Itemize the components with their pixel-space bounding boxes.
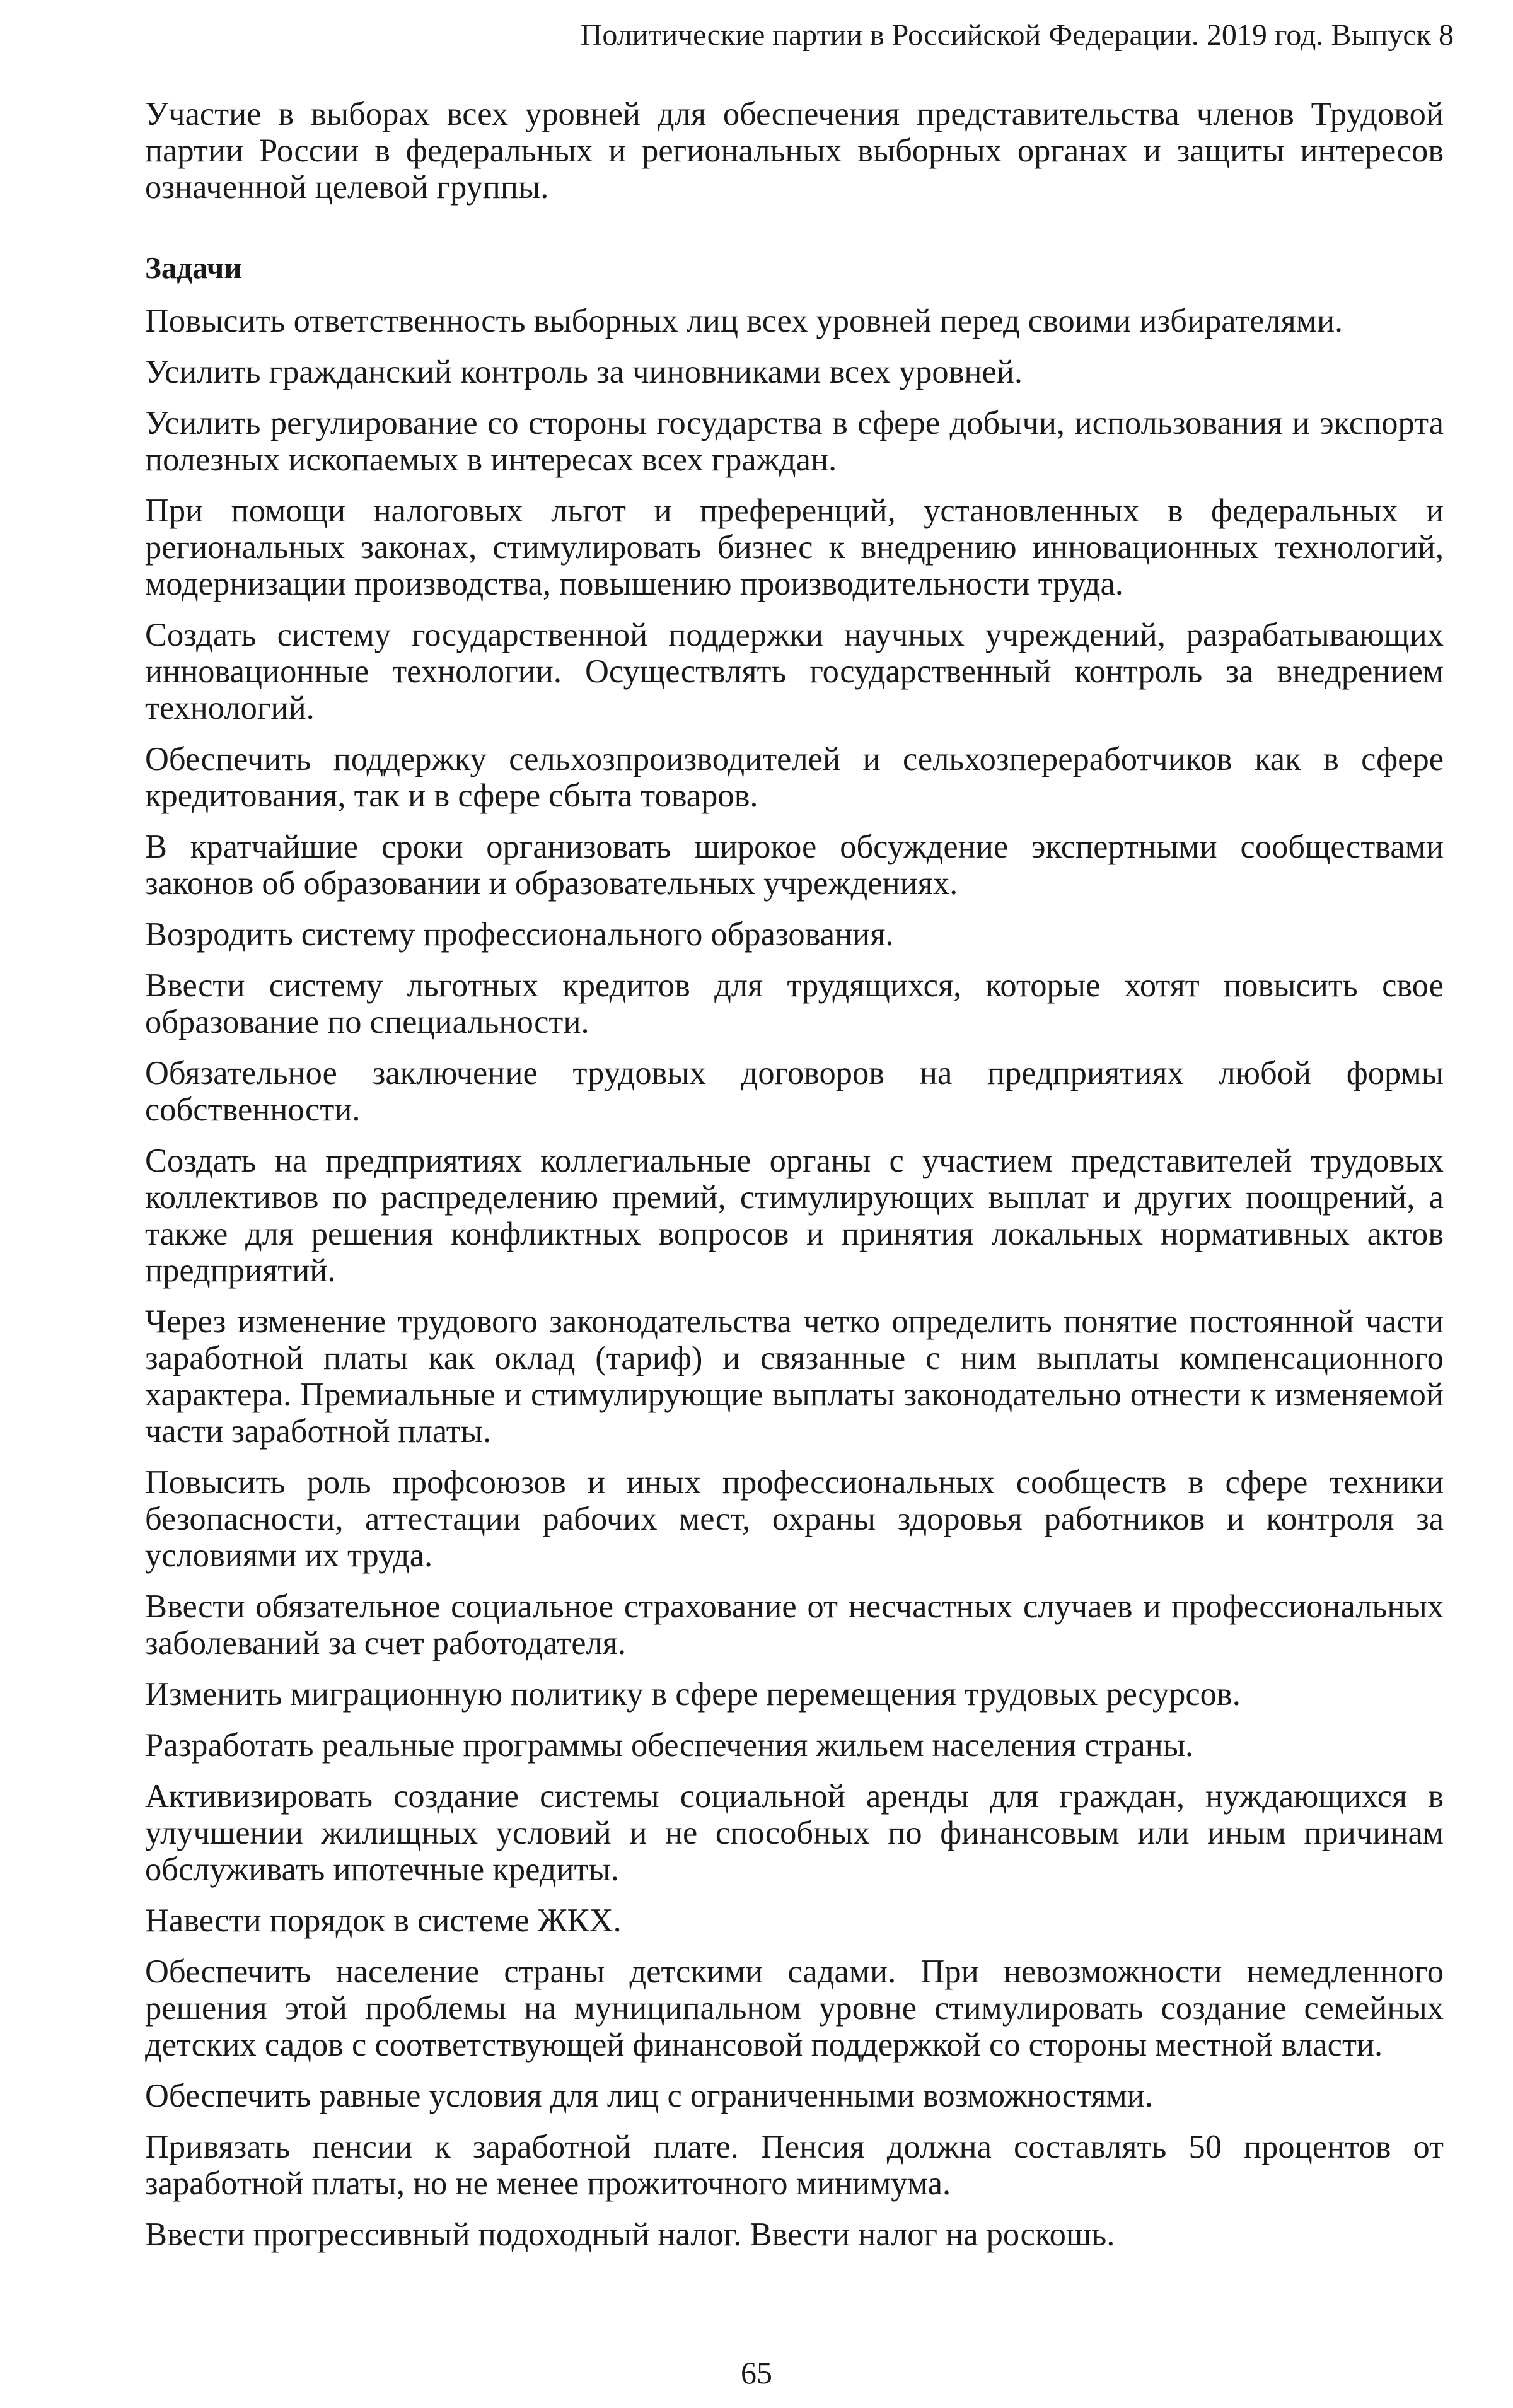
task-paragraph: Обеспечить поддержку сельхозпроизводителей и сельхозпереработчиков как в сфере кредитования, так и в сфере сбыта товаров. (145, 741, 1444, 814)
task-paragraph: Навести порядок в системе ЖКХ. (145, 1902, 622, 1939)
task-paragraph: Обеспечить равные условия для лиц с ограниченными возможностями. (145, 2078, 1153, 2114)
task-paragraph: В кратчайшие сроки организовать широкое обсуждение экспертными сообществами законов об образовании и образовательных учреждениях. (145, 829, 1444, 902)
task-paragraph: Через изменение трудового законодательства четко определить понятие постоянной части заработной платы как оклад (тариф) и связанные с ним выплаты компенсационного характера. Премиальные и стимулирующие выплаты законодательно отнести к изменяемой части заработной платы. (145, 1303, 1444, 1450)
intro-paragraph: Участие в выборах всех уровней для обеспечения представительства членов Трудовой партии России в федеральных и региональных выборных органах и защиты интересов означенной целевой группы. (145, 96, 1444, 206)
task-paragraph: Создать систему государственной поддержки научных учреждений, разрабатывающих инновационные технологии. Осуществлять государственный контроль за внедрением технологий. (145, 617, 1444, 726)
task-paragraph: Разработать реальные программы обеспечения жильем населения страны. (145, 1727, 1194, 1764)
section-heading: Задачи (145, 250, 242, 285)
task-paragraph: Обязательное заключение трудовых договоров на предприятиях любой формы собственности. (145, 1055, 1444, 1128)
task-paragraph: При помощи налоговых льгот и преференций, установленных в федеральных и региональных законах, стимулировать бизнес к внедрению инновационных технологий, модернизации производства, повышению производительности труда. (145, 492, 1444, 602)
task-paragraph: Ввести обязательное социальное страхование от несчастных случаев и профессиональных заболеваний за счет работодателя. (145, 1588, 1444, 1661)
task-paragraph: Привязать пенсии к заработной плате. Пенсия должна составлять 50 процентов от заработной платы, но не менее прожиточного минимума. (145, 2129, 1444, 2202)
task-paragraph: Усилить гражданский контроль за чиновниками всех уровней. (145, 354, 1023, 390)
task-paragraph: Изменить миграционную политику в сфере перемещения трудовых ресурсов. (145, 1676, 1241, 1713)
task-paragraph: Создать на предприятиях коллегиальные органы с участием представителей трудовых коллективов по распределению премий, стимулирующих выплат и других поощрений, а также для решения конфликтных вопросов и принятия локальных нормативных актов предприятий. (145, 1143, 1444, 1289)
page-content (145, 96, 1444, 2267)
task-paragraph: Возродить систему профессионального образования. (145, 916, 894, 953)
task-paragraph: Активизировать создание системы социальной аренды для граждан, нуждающихся в улучшении жилищных условий и не способных по финансовым или иным причинам обслуживать ипотечные кредиты. (145, 1778, 1444, 1888)
task-paragraph: Повысить роль профсоюзов и иных профессиональных сообществ в сфере техники безопасности, аттестации рабочих мест, охраны здоровья работников и контроля за условиями их труда. (145, 1464, 1444, 1574)
task-paragraph: Ввести систему льготных кредитов для трудящихся, которые хотят повысить свое образование по специальности. (145, 967, 1444, 1040)
task-paragraph: Усилить регулирование со стороны государства в сфере добычи, использования и экспорта полезных ископаемых в интересах всех граждан. (145, 405, 1444, 478)
task-paragraph: Ввести прогрессивный подоходный налог. Ввести налог на роскошь. (145, 2216, 1115, 2253)
running-header: Политические партии в Российской Федерации. 2019 год. Выпуск 8 (580, 18, 1454, 52)
task-paragraph: Обеспечить население страны детскими садами. При невозможности немедленного решения этой проблемы на муниципальном уровне стимулировать создание семейных детских садов с соответствующей финансовой поддержкой со стороны местной власти. (145, 1953, 1444, 2063)
task-paragraph: Повысить ответственность выборных лиц всех уровней перед своими избирателями. (145, 303, 1343, 339)
page-number: 65 (741, 2355, 772, 2390)
